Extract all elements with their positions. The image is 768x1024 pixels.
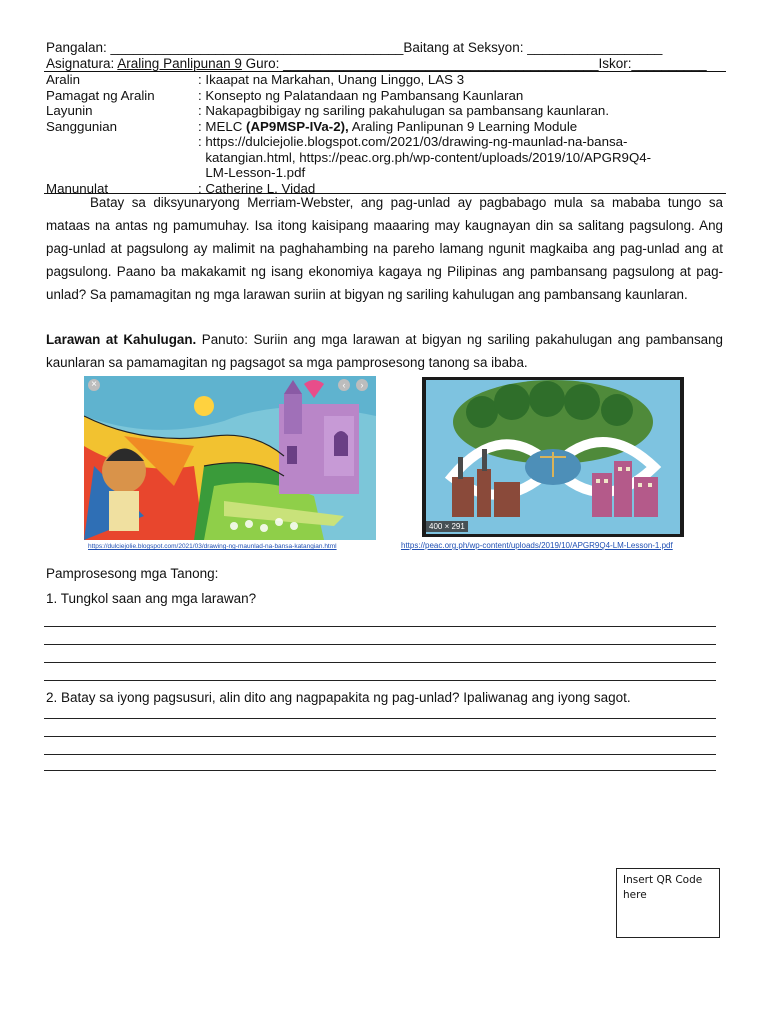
qr-code-placeholder [616,868,720,938]
meta-value [198,119,726,135]
meta-row-url-1 [46,134,726,150]
meta-key [46,134,198,150]
questions-heading: Pamprosesong mga Tanong: [46,566,219,581]
answer-line[interactable] [44,644,716,645]
teacher-field-label: Guro: __________________________________________ [241,56,599,71]
activity-title: Larawan at Kahulugan. [46,332,197,347]
left-image-caption[interactable]: https://dulciejolie.blogspot.com/2021/03/drawing-ng-maunlad-na-bansa-katangian.html [88,543,337,550]
meta-key: Pamagat ng Aralin [46,87,155,103]
answer-line[interactable] [44,736,716,737]
question-2: 2. Batay sa iyong pagsusuri, alin dito ang nagpapakita ng pag-unlad? Ipaliwanag ang iyong sagot. [46,690,631,705]
answer-line[interactable] [44,680,716,681]
name-field-label: Pangalan: _______________________________________ [46,40,404,55]
meta-value: : https://dulciejolie.blogspot.com/2021/03/drawing-ng-maunlad-na-bansa- [198,134,628,149]
intro-text: Batay sa diksyunaryong Merriam-Webster, ang pag-unlad ay pagbabago mula sa mababa tungo sa mataas na antas ng pamumuhay. Isa itong kaisipang maaaring may kaugnayan din sa salitang pagsulong. Ang pag-unlad at pagsulong ay malimit na paghahambing na pareho lamang ngunit magkaiba ang pag-unlad ang at pagsulong. Paano ba makakamit ng isang ekonomiya kagaya ng Pilipinas ang pambansang pagsulong at pag-unlad? Sa pamamagitan ng mga larawan suriin at bigyan ng sariling kahulugan ang pambansang kaunlaran. [46,195,723,302]
intro-paragraph [46,191,723,306]
meta-row-url-2 [46,150,726,166]
meta-key [46,165,198,181]
activity-paragraph [46,328,723,374]
chevron-left-icon[interactable]: ‹ [338,379,350,391]
melc-code: (AP9MSP-IVa-2), [246,118,349,134]
meta-row-aralin [46,72,726,88]
meta-row-pamagat [46,88,726,104]
meta-key: Sanggunian [46,118,117,134]
meta-key: Manunulat [46,180,109,196]
chevron-right-icon[interactable]: › [356,379,368,391]
meta-key [46,150,198,166]
development-painting-image [84,376,376,540]
subject-label: Asignatura: [46,56,118,71]
meta-value: : Ikaapat na Markahan, Unang Linggo, LAS 3 [198,72,465,87]
meta-value-suffix: Araling Panlipunan 9 Learning Module [348,118,578,134]
qr-placeholder-line2: here [623,889,647,901]
meta-value-prefix: : MELC [198,118,247,134]
right-image-caption[interactable]: https://peac.org.ph/wp-content/uploads/2019/10/APGR9Q4-LM-Lesson-1.pdf [401,541,673,550]
close-icon[interactable]: × [88,379,100,391]
answer-line[interactable] [44,754,716,755]
meta-row-layunin [46,103,726,119]
grade-section-field-label: Baitang at Seksyon: __________________ [403,40,663,55]
qr-placeholder-line1: Insert QR Code [623,874,703,886]
activity-instructions: Panuto: Suriin ang mga larawan at bigyan ng sariling pakahulugan ang pambansang kaunlaran sa pamamagitan ng pagsagot sa mga pamprosesong tanong sa ibaba. [46,332,723,370]
answer-line[interactable] [44,770,716,771]
meta-row-sanggunian [46,119,726,135]
meta-value: : Catherine L. Vidad [198,180,316,196]
sustainability-illustration [422,377,684,537]
meta-value: LM-Lesson-1.pdf [198,165,306,180]
name-and-grade-line [46,40,726,55]
meta-value: katangian.html, https://peac.org.ph/wp-content/uploads/2019/10/APGR9Q4- [198,149,652,165]
painting-illustration [84,376,376,540]
subject-value: Araling Panlipunan 9 [117,56,242,71]
answer-line[interactable] [44,626,716,627]
lesson-meta [46,72,726,196]
meta-value: : Nakapagbibigay ng sariling pakahulugan sa pambansang kaunlaran. [198,103,610,118]
meta-value: : Konsepto ng Palatandaan ng Pambansang Kaunlaran [198,87,524,103]
sustainability-image [422,377,684,537]
meta-key: Aralin [46,72,80,87]
question-1: 1. Tungkol saan ang mga larawan? [46,591,257,606]
meta-row-url-3 [46,165,726,181]
score-field-label: Iskor:__________ [598,56,707,71]
subject-teacher-score-line [46,56,726,71]
meta-key: Layunin [46,103,93,118]
answer-line[interactable] [44,718,716,719]
image-size-badge: 400 × 291 [426,521,468,532]
answer-line[interactable] [44,662,716,663]
